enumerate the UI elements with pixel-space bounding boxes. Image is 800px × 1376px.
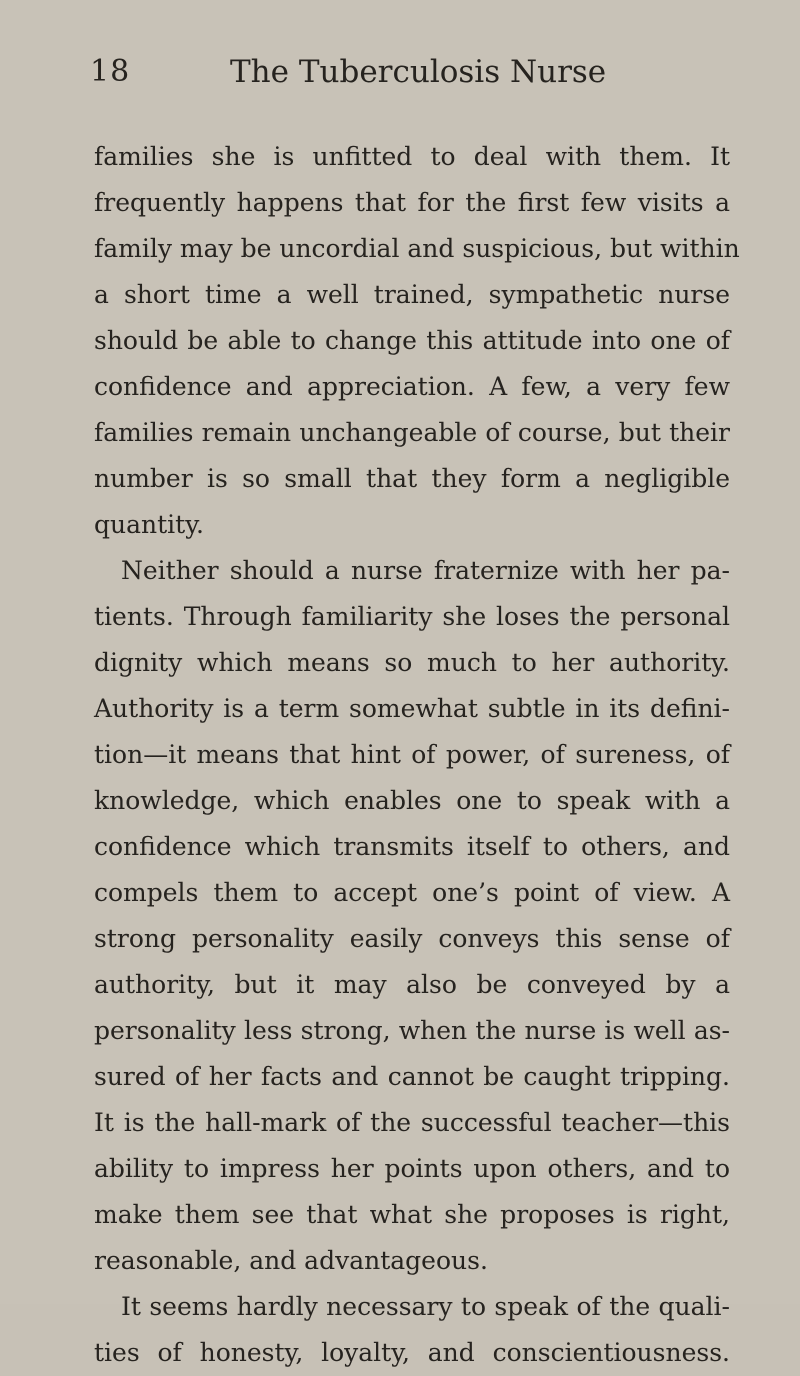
text-line: Neither should a nurse fraternize with her pa-	[121, 556, 730, 585]
text-line: confidence which transmits itself to others, and	[94, 832, 730, 861]
text-line: compels them to accept one’s point of view. A	[94, 878, 730, 907]
text-line: reasonable, and advantageous.	[94, 1246, 488, 1275]
text-line: sured of her facts and cannot be caught tripping.	[94, 1062, 730, 1091]
page-header	[0, 50, 800, 100]
text-line: strong personality easily conveys this sense of	[94, 924, 730, 953]
text-line: tion—it means that hint of power, of sureness, of	[94, 740, 730, 769]
text-line: It is the hall-mark of the successful teacher—this	[94, 1108, 730, 1137]
text-line: ability to impress her points upon others, and to	[94, 1154, 730, 1183]
text-line: a short time a well trained, sympathetic nurse	[94, 280, 730, 309]
text-line: number is so small that they form a negligible	[94, 464, 730, 493]
text-line: tients. Through familiarity she loses the personal	[94, 602, 730, 631]
text-line: knowledge, which enables one to speak with a	[94, 786, 730, 815]
text-line: frequently happens that for the first few visits a	[94, 188, 730, 217]
text-line: It seems hardly necessary to speak of the quali-	[121, 1292, 730, 1321]
text-line: ties of honesty, loyalty, and conscientiousness.	[94, 1338, 730, 1367]
text-line: authority, but it may also be conveyed by a	[94, 970, 730, 999]
text-line: Authority is a term somewhat subtle in its defini-	[94, 694, 730, 723]
text-line: families remain unchangeable of course, but their	[94, 418, 730, 447]
text-line: quantity.	[94, 510, 204, 539]
text-line: should be able to change this attitude into one of	[94, 326, 730, 355]
text-line: confidence and appreciation. A few, a very few	[94, 372, 730, 401]
text-line: families she is unfitted to deal with them. It	[94, 142, 730, 171]
text-line: family may be uncordial and suspicious, but within	[94, 234, 740, 263]
running-title: The Tuberculosis Nurse	[230, 54, 607, 90]
text-line: personality less strong, when the nurse is well as-	[94, 1016, 730, 1045]
page-number: 18	[90, 54, 131, 89]
text-line: dignity which means so much to her authority.	[94, 648, 730, 677]
text-line: make them see that what she proposes is right,	[94, 1200, 730, 1229]
